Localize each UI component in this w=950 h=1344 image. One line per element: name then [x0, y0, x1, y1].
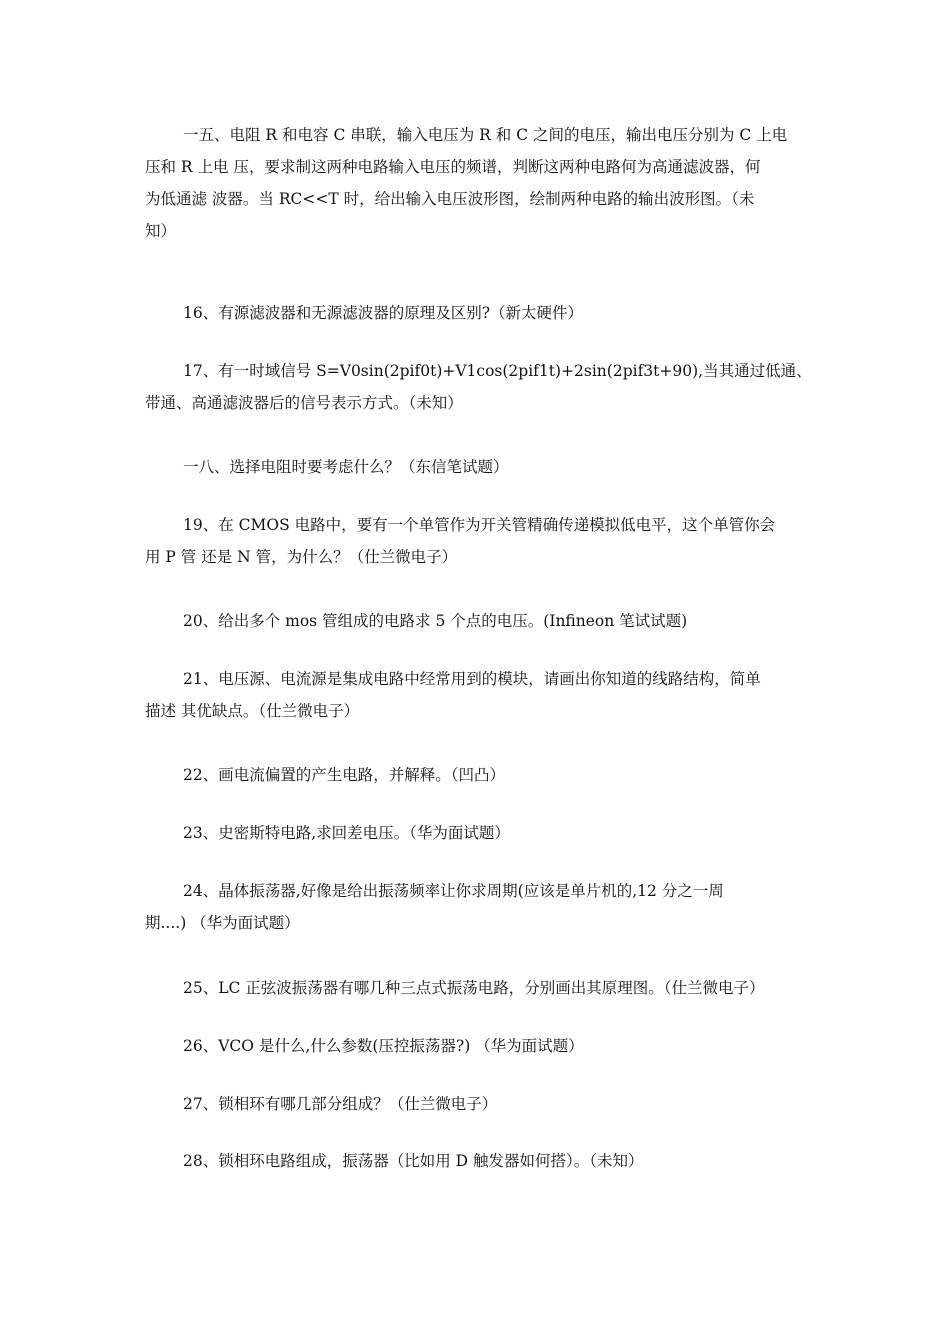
question-line: 带通、高通滤波器后的信号表示方式。（未知）: [145, 394, 463, 412]
question-16: [145, 297, 815, 329]
question-21: [145, 663, 815, 727]
question-17: [145, 355, 815, 419]
question-line: 20、给出多个 mos 管组成的电路求 5 个点的电压。(Infineon 笔试试题): [183, 612, 688, 630]
question-23: [145, 817, 815, 849]
question-line: 26、VCO 是什么,什么参数(压控振荡器?) （华为面试题）: [183, 1037, 584, 1055]
question-line: 24、晶体振荡器,好像是给出振荡频率让你求周期(应该是单片机的,12 分之一周: [183, 882, 724, 900]
question-line: 25、LC 正弦波振荡器有哪几种三点式振荡电路，分别画出其原理图。（仕兰微电子）: [183, 979, 765, 997]
question-line: 一八、选择电阻时要考虑什么？（东信笔试题）: [183, 458, 509, 476]
question-line: 28、锁相环电路组成，振荡器（比如用 D 触发器如何搭）。（未知）: [183, 1152, 644, 1170]
question-20: [145, 605, 815, 637]
question-24: [145, 875, 815, 939]
question-28: [145, 1145, 815, 1177]
question-19: [145, 509, 815, 573]
question-line: 期....) （华为面试题）: [145, 914, 300, 932]
question-line: 17、有一时域信号 S=V0sin(2pif0t)+V1cos(2pif1t)+2sin(2pif3t+90),当其通过低通、: [183, 362, 812, 380]
question-line: 用 P 管 还是 N 管，为什么？（仕兰微电子）: [145, 548, 458, 566]
question-line: 为低通滤 波器。当 RC<<T 时，给出输入电压波形图，绘制两种电路的输出波形图。（未: [145, 190, 755, 208]
question-line: 27、锁相环有哪几部分组成？（仕兰微电子）: [183, 1095, 498, 1113]
question-25: [145, 972, 815, 1004]
question-line: 21、电压源、电流源是集成电路中经常用到的模块，请画出你知道的线路结构，简单: [183, 670, 761, 688]
question-line: 知）: [145, 222, 177, 240]
question-line: 16、有源滤波器和无源滤波器的原理及区别?（新太硬件）: [183, 304, 584, 322]
question-18: [145, 451, 815, 483]
question-line: 描述 其优缺点。（仕兰微电子）: [145, 702, 360, 720]
question-line: 23、史密斯特电路,求回差电压。（华为面试题）: [183, 824, 510, 842]
question-line: 一五、电阻 R 和电容 C 串联，输入电压为 R 和 C 之间的电压，输出电压分别为 C 上电: [183, 126, 788, 144]
question-line: 19、在 CMOS 电路中，要有一个单管作为开关管精确传递模拟低电平，这个单管你会: [183, 516, 776, 534]
question-line: 22、画电流偏置的产生电路，并解释。（凹凸）: [183, 766, 505, 784]
question-27: [145, 1088, 815, 1120]
question-line: 压和 R 上电 压，要求制这两种电路输入电压的频谱，判断这两种电路何为高通滤波器，何: [145, 158, 761, 176]
question-26: [145, 1030, 815, 1062]
question-15: [145, 119, 815, 247]
question-22: [145, 759, 815, 791]
